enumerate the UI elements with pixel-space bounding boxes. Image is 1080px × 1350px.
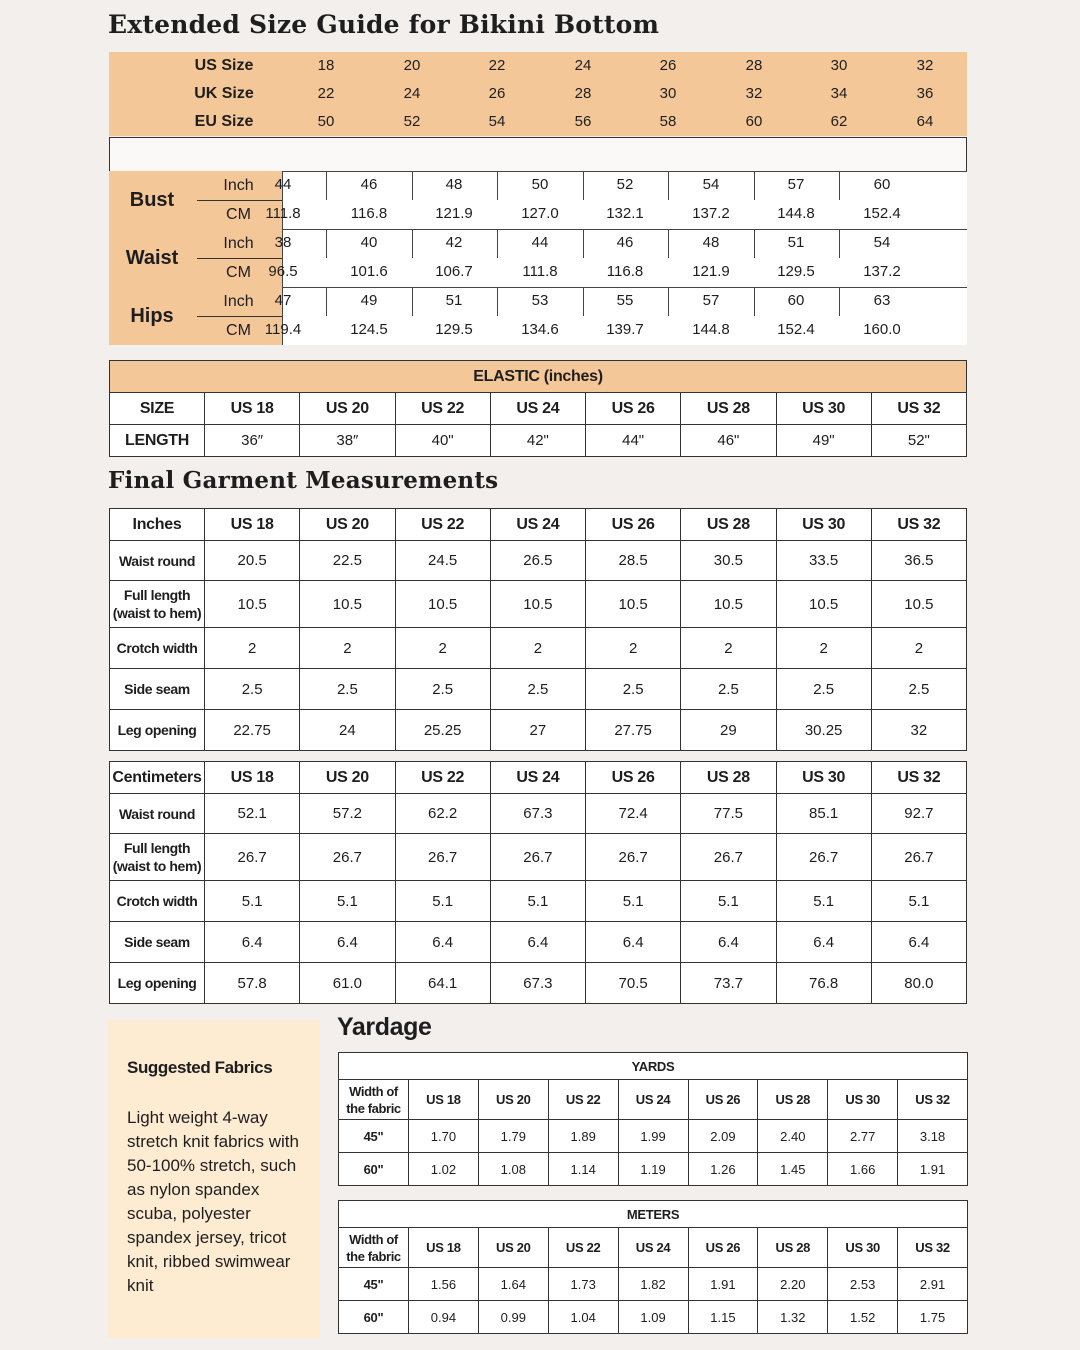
measure-label: Crotch width bbox=[110, 628, 205, 669]
inch-value: 42 bbox=[445, 234, 463, 251]
measure-value: 5.1 bbox=[776, 881, 871, 922]
measure-value: 57.2 bbox=[300, 794, 395, 834]
measure-value: 2 bbox=[490, 628, 585, 669]
measure-value: 32 bbox=[871, 710, 966, 751]
elastic-length: 44" bbox=[586, 425, 681, 457]
size-header: US 26 bbox=[586, 509, 681, 541]
size-cell: 22 bbox=[317, 85, 335, 102]
measure-value: 2 bbox=[776, 628, 871, 669]
measure-value: 92.7 bbox=[871, 794, 966, 834]
size-row-label: UK Size bbox=[194, 85, 254, 102]
size-guide-spacer-row bbox=[109, 137, 967, 172]
elastic-size: US 22 bbox=[395, 393, 490, 425]
size-header: US 28 bbox=[681, 762, 776, 794]
yardage-subtitle: METERS bbox=[339, 1201, 968, 1228]
size-cell: 28 bbox=[574, 85, 592, 102]
yardage-value: 0.99 bbox=[478, 1301, 548, 1334]
inch-value: 51 bbox=[445, 292, 463, 309]
measure-label-line1: Full length bbox=[123, 840, 191, 856]
cm-value: 119.4 bbox=[264, 321, 302, 338]
unit-cm: CM bbox=[226, 206, 251, 223]
measure-value: 26.7 bbox=[586, 834, 681, 881]
yardage-value: 1.73 bbox=[548, 1268, 618, 1301]
measure-value: 6.4 bbox=[395, 922, 490, 963]
measurement-name: Hips bbox=[130, 305, 174, 327]
size-cell: 26 bbox=[488, 85, 506, 102]
measure-value: 5.1 bbox=[205, 881, 300, 922]
size-header: US 32 bbox=[871, 762, 966, 794]
measure-value: 24 bbox=[300, 710, 395, 751]
measure-value: 10.5 bbox=[205, 581, 300, 628]
measure-value: 6.4 bbox=[776, 922, 871, 963]
elastic-length: 52" bbox=[871, 425, 966, 457]
fabric-width: 60" bbox=[339, 1153, 409, 1186]
page-title: Extended Size Guide for Bikini Bottom bbox=[108, 10, 660, 39]
measure-value: 6.4 bbox=[871, 922, 966, 963]
size-cell: 32 bbox=[745, 85, 763, 102]
size-cell: 60 bbox=[745, 113, 763, 130]
measure-value: 52.1 bbox=[205, 794, 300, 834]
yardage-size: US 18 bbox=[409, 1080, 479, 1120]
elastic-size: US 32 bbox=[871, 393, 966, 425]
size-row-label: EU Size bbox=[194, 113, 254, 130]
inch-value: 44 bbox=[274, 176, 292, 193]
yardage-size: US 22 bbox=[548, 1228, 618, 1268]
measure-value: 62.2 bbox=[395, 794, 490, 834]
size-header: US 24 bbox=[490, 762, 585, 794]
size-guide-table bbox=[109, 52, 967, 339]
measure-value: 76.8 bbox=[776, 963, 871, 1004]
yardage-value: 1.45 bbox=[758, 1153, 828, 1186]
yardage-value: 1.79 bbox=[478, 1120, 548, 1153]
size-cell: 34 bbox=[830, 85, 848, 102]
cm-value: 129.5 bbox=[435, 321, 473, 338]
yardage-value: 1.66 bbox=[828, 1153, 898, 1186]
size-cell: 52 bbox=[403, 113, 421, 130]
elastic-size: US 28 bbox=[681, 393, 776, 425]
measure-label-line2: (waist to hem) bbox=[112, 858, 202, 874]
yardage-value: 1.02 bbox=[409, 1153, 479, 1186]
inch-value: 38 bbox=[274, 234, 292, 251]
elastic-size: US 24 bbox=[490, 393, 585, 425]
yardage-size: US 22 bbox=[548, 1080, 618, 1120]
size-cell: 58 bbox=[659, 113, 677, 130]
width-of-fabric-label bbox=[339, 1228, 409, 1268]
measure-value: 77.5 bbox=[681, 794, 776, 834]
measure-value: 33.5 bbox=[776, 541, 871, 581]
elastic-length-label: LENGTH bbox=[110, 425, 205, 457]
size-header: US 32 bbox=[871, 509, 966, 541]
measurement-name: Waist bbox=[125, 247, 179, 269]
measure-value: 36.5 bbox=[871, 541, 966, 581]
yardage-value: 1.70 bbox=[409, 1120, 479, 1153]
size-cell: 56 bbox=[574, 113, 592, 130]
yardage-size: US 24 bbox=[618, 1228, 688, 1268]
inch-value: 51 bbox=[787, 234, 805, 251]
suggested-fabrics-title: Suggested Fabrics bbox=[127, 1058, 273, 1077]
measure-value: 2.5 bbox=[395, 669, 490, 710]
cm-value: 139.7 bbox=[606, 321, 644, 338]
measure-value: 10.5 bbox=[490, 581, 585, 628]
measure-value: 6.4 bbox=[586, 922, 681, 963]
size-cell: 50 bbox=[317, 113, 335, 130]
inch-value: 54 bbox=[873, 234, 891, 251]
measure-value: 5.1 bbox=[300, 881, 395, 922]
measure-value: 6.4 bbox=[205, 922, 300, 963]
yardage-value: 1.04 bbox=[548, 1301, 618, 1334]
elastic-table bbox=[109, 360, 967, 457]
elastic-length: 40" bbox=[395, 425, 490, 457]
measurement-block-bust bbox=[109, 171, 967, 229]
measure-value: 30.5 bbox=[681, 541, 776, 581]
measurement-block-hips bbox=[109, 287, 967, 345]
size-header: US 26 bbox=[586, 762, 681, 794]
yardage-value: 2.91 bbox=[898, 1268, 968, 1301]
measure-value: 2 bbox=[205, 628, 300, 669]
meters-table bbox=[338, 1200, 968, 1334]
measure-value: 5.1 bbox=[681, 881, 776, 922]
size-row bbox=[109, 80, 967, 108]
yardage-value: 1.99 bbox=[618, 1120, 688, 1153]
measure-value: 30.25 bbox=[776, 710, 871, 751]
inch-value: 48 bbox=[702, 234, 720, 251]
inch-value: 46 bbox=[360, 176, 378, 193]
measure-value: 22.75 bbox=[205, 710, 300, 751]
measure-value: 61.0 bbox=[300, 963, 395, 1004]
cm-value: 96.5 bbox=[268, 263, 298, 280]
cm-value: 116.8 bbox=[350, 205, 388, 222]
measure-value: 26.7 bbox=[395, 834, 490, 881]
size-row-label: US Size bbox=[194, 57, 254, 74]
size-cell: 62 bbox=[830, 113, 848, 130]
size-cell: 24 bbox=[403, 85, 421, 102]
measure-value: 26.7 bbox=[205, 834, 300, 881]
cm-value: 137.2 bbox=[863, 263, 901, 280]
measure-label: Leg opening bbox=[110, 710, 205, 751]
size-header: US 22 bbox=[395, 762, 490, 794]
measure-value: 57.8 bbox=[205, 963, 300, 1004]
measure-value: 72.4 bbox=[586, 794, 681, 834]
measure-label: Leg opening bbox=[110, 963, 205, 1004]
measure-value: 10.5 bbox=[776, 581, 871, 628]
measure-label: Waist round bbox=[110, 794, 205, 834]
yardage-value: 1.91 bbox=[688, 1268, 758, 1301]
yardage-value: 3.18 bbox=[898, 1120, 968, 1153]
final-cm-table bbox=[109, 761, 967, 1004]
unit-inch: Inch bbox=[223, 235, 254, 252]
yardage-size: US 32 bbox=[898, 1228, 968, 1268]
measure-value: 28.5 bbox=[586, 541, 681, 581]
yardage-value: 2.40 bbox=[758, 1120, 828, 1153]
yardage-value: 1.89 bbox=[548, 1120, 618, 1153]
size-header: US 30 bbox=[776, 509, 871, 541]
yards-table bbox=[338, 1052, 968, 1186]
yardage-size: US 26 bbox=[688, 1228, 758, 1268]
measure-label: Crotch width bbox=[110, 881, 205, 922]
yardage-size: US 30 bbox=[828, 1228, 898, 1268]
yardage-value: 1.52 bbox=[828, 1301, 898, 1334]
measure-value: 2.5 bbox=[586, 669, 681, 710]
inch-value: 47 bbox=[274, 292, 292, 309]
units-corner: Inches bbox=[110, 509, 205, 541]
yardage-size: US 20 bbox=[478, 1080, 548, 1120]
yardage-value: 1.19 bbox=[618, 1153, 688, 1186]
width-label-line2: the fabric bbox=[346, 1100, 401, 1116]
width-label-line1: Width of bbox=[349, 1083, 398, 1099]
cm-value: 144.8 bbox=[777, 205, 815, 222]
measure-label-line2: (waist to hem) bbox=[112, 605, 202, 621]
measure-label-line1: Full length bbox=[123, 587, 191, 603]
measure-value: 6.4 bbox=[300, 922, 395, 963]
measure-value: 2.5 bbox=[300, 669, 395, 710]
size-cell: 18 bbox=[317, 57, 335, 74]
measure-value: 5.1 bbox=[586, 881, 681, 922]
size-header: US 18 bbox=[205, 762, 300, 794]
size-header: US 30 bbox=[776, 762, 871, 794]
inch-value: 40 bbox=[360, 234, 378, 251]
yardage-value: 1.26 bbox=[688, 1153, 758, 1186]
elastic-length: 42" bbox=[490, 425, 585, 457]
yardage-value: 1.32 bbox=[758, 1301, 828, 1334]
yardage-value: 1.09 bbox=[618, 1301, 688, 1334]
elastic-length: 46" bbox=[681, 425, 776, 457]
measure-value: 27 bbox=[490, 710, 585, 751]
yardage-value: 1.15 bbox=[688, 1301, 758, 1334]
yardage-value: 1.75 bbox=[898, 1301, 968, 1334]
measure-value: 26.7 bbox=[871, 834, 966, 881]
cm-value: 111.8 bbox=[265, 205, 301, 222]
elastic-size: US 20 bbox=[300, 393, 395, 425]
unit-cm: CM bbox=[226, 264, 251, 281]
measure-label bbox=[110, 581, 205, 628]
size-row bbox=[109, 108, 967, 136]
suggested-fabrics-text: Light weight 4-way stretch knit fabrics with 50-100% stretch, such as nylon spandex scuba, polyester spandex jersey, tricot knit, ribbed swimwear knit bbox=[127, 1108, 299, 1295]
measure-value: 2 bbox=[300, 628, 395, 669]
size-header: US 22 bbox=[395, 509, 490, 541]
measure-value: 5.1 bbox=[490, 881, 585, 922]
elastic-size-label: SIZE bbox=[110, 393, 205, 425]
fabric-width: 45" bbox=[339, 1268, 409, 1301]
measure-value: 6.4 bbox=[681, 922, 776, 963]
size-cell: 20 bbox=[403, 57, 421, 74]
width-of-fabric-label bbox=[339, 1080, 409, 1120]
measure-value: 85.1 bbox=[776, 794, 871, 834]
measure-value: 2.5 bbox=[490, 669, 585, 710]
size-cell: 24 bbox=[574, 57, 592, 74]
units-corner: Centimeters bbox=[110, 762, 205, 794]
elastic-title: ELASTIC (inches) bbox=[110, 361, 967, 393]
measure-value: 2 bbox=[395, 628, 490, 669]
yardage-value: 2.09 bbox=[688, 1120, 758, 1153]
size-cell: 32 bbox=[916, 57, 934, 74]
suggested-fabrics-box bbox=[108, 1020, 320, 1338]
measure-value: 10.5 bbox=[586, 581, 681, 628]
cm-value: 129.5 bbox=[777, 263, 815, 280]
size-cell: 26 bbox=[659, 57, 677, 74]
measure-value: 67.3 bbox=[490, 794, 585, 834]
inch-value: 63 bbox=[873, 292, 891, 309]
measure-value: 2.5 bbox=[776, 669, 871, 710]
unit-inch: Inch bbox=[223, 177, 254, 194]
elastic-size: US 26 bbox=[586, 393, 681, 425]
yardage-value: 1.91 bbox=[898, 1153, 968, 1186]
measure-value: 5.1 bbox=[871, 881, 966, 922]
yardage-size: US 18 bbox=[409, 1228, 479, 1268]
cm-value: 137.2 bbox=[692, 205, 730, 222]
measure-value: 2 bbox=[586, 628, 681, 669]
yardage-value: 1.64 bbox=[478, 1268, 548, 1301]
size-cell: 64 bbox=[916, 113, 934, 130]
cm-value: 101.6 bbox=[350, 263, 388, 280]
elastic-size: US 18 bbox=[205, 393, 300, 425]
unit-cm: CM bbox=[226, 322, 251, 339]
inch-value: 52 bbox=[616, 176, 634, 193]
unit-inch: Inch bbox=[223, 293, 254, 310]
size-cell: 54 bbox=[488, 113, 506, 130]
cm-value: 152.4 bbox=[777, 321, 815, 338]
measure-value: 26.7 bbox=[776, 834, 871, 881]
final-garment-title: Final Garment Measurements bbox=[108, 467, 499, 494]
measure-value: 26.5 bbox=[490, 541, 585, 581]
measurement-block-waist bbox=[109, 229, 967, 287]
yardage-size: US 32 bbox=[898, 1080, 968, 1120]
size-cell: 36 bbox=[916, 85, 934, 102]
elastic-size: US 30 bbox=[776, 393, 871, 425]
size-header: US 20 bbox=[300, 509, 395, 541]
measure-value: 2 bbox=[681, 628, 776, 669]
measure-value: 10.5 bbox=[871, 581, 966, 628]
measure-value: 27.75 bbox=[586, 710, 681, 751]
yardage-value: 1.08 bbox=[478, 1153, 548, 1186]
measure-value: 24.5 bbox=[395, 541, 490, 581]
measure-value: 2.5 bbox=[681, 669, 776, 710]
measure-value: 6.4 bbox=[490, 922, 585, 963]
yardage-value: 0.94 bbox=[409, 1301, 479, 1334]
inch-value: 57 bbox=[787, 176, 805, 193]
yardage-size: US 28 bbox=[758, 1228, 828, 1268]
measure-value: 25.25 bbox=[395, 710, 490, 751]
size-header: US 20 bbox=[300, 762, 395, 794]
yardage-value: 1.14 bbox=[548, 1153, 618, 1186]
cm-value: 127.0 bbox=[521, 205, 559, 222]
measure-value: 2.5 bbox=[205, 669, 300, 710]
inch-value: 50 bbox=[531, 176, 549, 193]
cm-value: 144.8 bbox=[692, 321, 730, 338]
measure-value: 2.5 bbox=[871, 669, 966, 710]
measure-value: 73.7 bbox=[681, 963, 776, 1004]
size-cell: 28 bbox=[745, 57, 763, 74]
yardage-value: 2.53 bbox=[828, 1268, 898, 1301]
size-guide-header bbox=[109, 52, 967, 136]
measure-value: 10.5 bbox=[681, 581, 776, 628]
size-cell: 22 bbox=[488, 57, 506, 74]
inch-value: 46 bbox=[616, 234, 634, 251]
yardage-size: US 26 bbox=[688, 1080, 758, 1120]
fabric-width: 45" bbox=[339, 1120, 409, 1153]
yardage-value: 2.77 bbox=[828, 1120, 898, 1153]
cm-value: 132.1 bbox=[606, 205, 644, 222]
measure-value: 70.5 bbox=[586, 963, 681, 1004]
measure-label: Side seam bbox=[110, 669, 205, 710]
size-header: US 18 bbox=[205, 509, 300, 541]
yardage-title: Yardage bbox=[337, 1013, 432, 1041]
elastic-length: 49" bbox=[776, 425, 871, 457]
elastic-length: 36″ bbox=[205, 425, 300, 457]
measure-value: 29 bbox=[681, 710, 776, 751]
yardage-size: US 30 bbox=[828, 1080, 898, 1120]
measure-value: 22.5 bbox=[300, 541, 395, 581]
yardage-size: US 28 bbox=[758, 1080, 828, 1120]
width-label-line1: Width of bbox=[349, 1231, 398, 1247]
yardage-value: 1.82 bbox=[618, 1268, 688, 1301]
inch-value: 57 bbox=[702, 292, 720, 309]
measure-value: 2 bbox=[871, 628, 966, 669]
measure-value: 10.5 bbox=[300, 581, 395, 628]
cm-value: 111.8 bbox=[522, 263, 558, 280]
final-inches-table bbox=[109, 508, 967, 751]
cm-value: 116.8 bbox=[606, 263, 644, 280]
cm-value: 134.6 bbox=[521, 321, 559, 338]
measure-value: 67.3 bbox=[490, 963, 585, 1004]
measure-value: 64.1 bbox=[395, 963, 490, 1004]
inch-value: 54 bbox=[702, 176, 720, 193]
cm-value: 121.9 bbox=[692, 263, 730, 280]
yardage-size: US 20 bbox=[478, 1228, 548, 1268]
size-header: US 28 bbox=[681, 509, 776, 541]
cm-value: 152.4 bbox=[863, 205, 901, 222]
measure-label: Waist round bbox=[110, 541, 205, 581]
measure-value: 26.7 bbox=[300, 834, 395, 881]
size-header: US 24 bbox=[490, 509, 585, 541]
size-cell: 30 bbox=[659, 85, 677, 102]
fabric-width: 60" bbox=[339, 1301, 409, 1334]
inch-value: 55 bbox=[616, 292, 634, 309]
measure-value: 20.5 bbox=[205, 541, 300, 581]
measure-value: 26.7 bbox=[490, 834, 585, 881]
width-label-line2: the fabric bbox=[346, 1248, 401, 1264]
measure-label bbox=[110, 834, 205, 881]
inch-value: 60 bbox=[787, 292, 805, 309]
measure-value: 80.0 bbox=[871, 963, 966, 1004]
measurement-name: Bust bbox=[129, 189, 175, 211]
cm-value: 160.0 bbox=[863, 321, 901, 338]
size-row bbox=[109, 52, 967, 80]
measure-value: 10.5 bbox=[395, 581, 490, 628]
inch-value: 49 bbox=[360, 292, 378, 309]
cm-value: 124.5 bbox=[350, 321, 388, 338]
inch-value: 53 bbox=[531, 292, 549, 309]
size-cell: 30 bbox=[830, 57, 848, 74]
inch-value: 48 bbox=[445, 176, 463, 193]
yardage-value: 2.20 bbox=[758, 1268, 828, 1301]
measure-value: 26.7 bbox=[681, 834, 776, 881]
measure-value: 5.1 bbox=[395, 881, 490, 922]
measure-label: Side seam bbox=[110, 922, 205, 963]
cm-value: 106.7 bbox=[435, 263, 473, 280]
yardage-value: 1.56 bbox=[409, 1268, 479, 1301]
yardage-size: US 24 bbox=[618, 1080, 688, 1120]
yardage-subtitle: YARDS bbox=[339, 1053, 968, 1080]
elastic-length: 38″ bbox=[300, 425, 395, 457]
cm-value: 121.9 bbox=[435, 205, 473, 222]
inch-value: 60 bbox=[873, 176, 891, 193]
inch-value: 44 bbox=[531, 234, 549, 251]
